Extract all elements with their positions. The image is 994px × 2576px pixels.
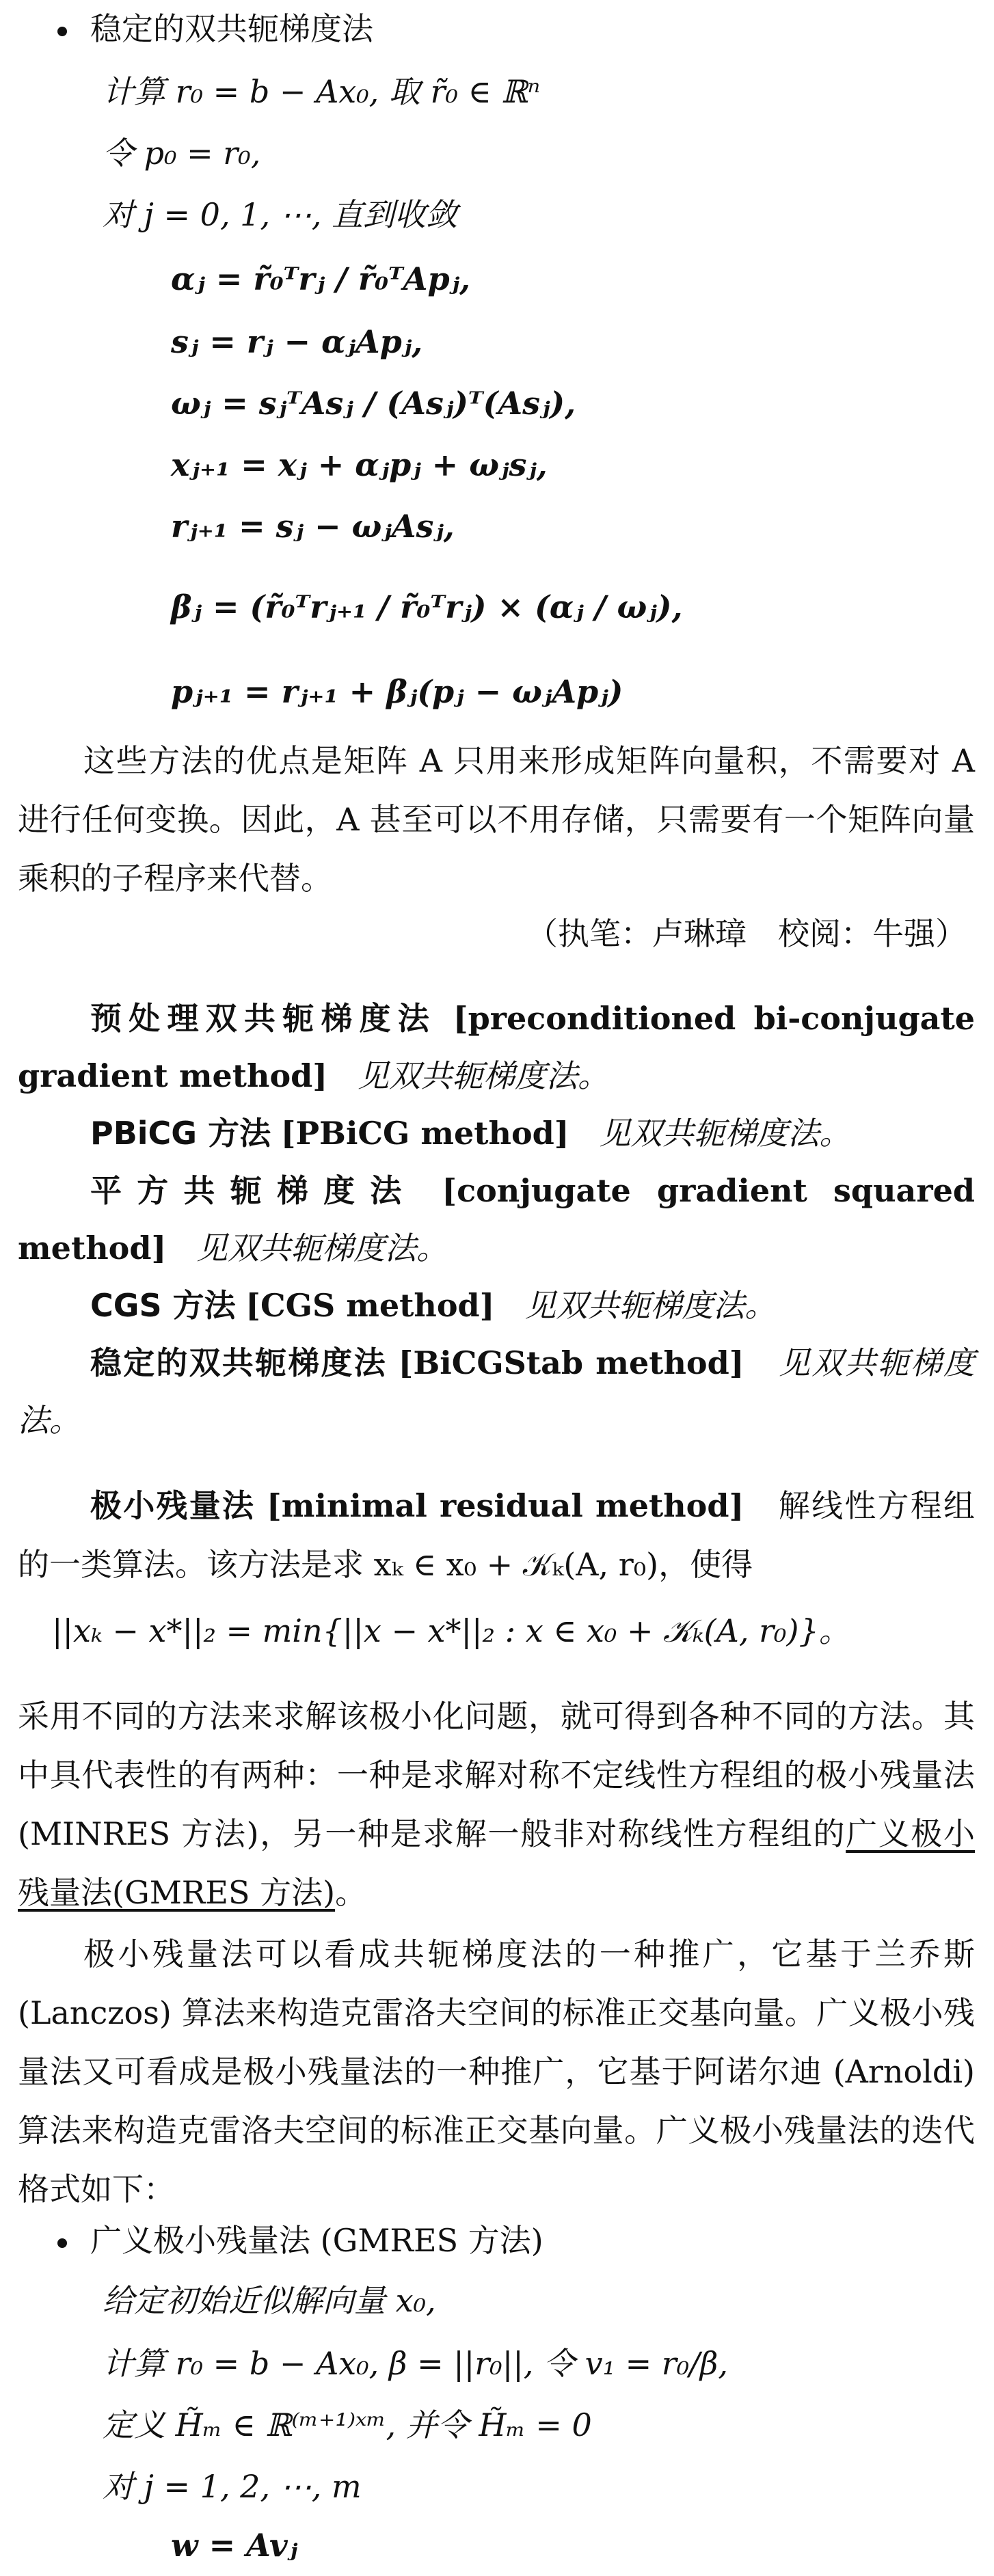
- advantage-paragraph: 这些方法的优点是矩阵 A 只用来形成矩阵向量积，不需要对 A 进行任何变换。因此，A 甚至可以不用存储，只需要有一个矩阵向量乘积的子程序来代替。: [18, 742, 975, 897]
- entry-english-term: [conjugate gradient squared method]: [18, 1172, 976, 1266]
- entry-headword: CGS 方法: [90, 1287, 236, 1324]
- algorithm-line: xⱼ₊₁ = xⱼ + αⱼpⱼ + ωⱼsⱼ,: [171, 446, 548, 483]
- entry-headword: 极小残量法: [90, 1487, 256, 1524]
- entry-english-term: [PBiCG method]: [280, 1115, 569, 1152]
- entry-cgs-squared: [18, 1162, 975, 1277]
- algorithm-line: pⱼ₊₁ = rⱼ₊₁ + βⱼ(pⱼ − ωⱼApⱼ): [171, 673, 623, 710]
- entry-bicgstab: [18, 1334, 975, 1449]
- see-reference: 见双共轭梯度法。: [599, 1115, 851, 1152]
- algorithm-line: w = Avⱼ: [171, 2527, 298, 2564]
- algorithm-line: 给定初始近似解向量 x₀,: [103, 2282, 436, 2319]
- entry-headword: 稳定的双共轭梯度法: [90, 1344, 387, 1381]
- algorithm-line: rⱼ₊₁ = sⱼ − ωⱼAsⱼ,: [171, 508, 455, 545]
- minres-paragraph-2: 极小残量法可以看成共轭梯度法的一种推广，它基于兰乔斯 (Lanczos) 算法来构造克雷洛夫空间的标准正交基向量。广义极小残量法又可看成是极小残量法的一种推广，它基于阿诺尔迪 (Arnoldi) 算法来构造克雷洛夫空间的标准正交基向量。广义极小残量法的迭代格式如下：: [18, 1936, 975, 2208]
- author-credit: （执笔：卢琳璋 校阅：牛强）: [526, 915, 967, 952]
- algorithm-title-gmres: 广义极小残量法 (GMRES 方法): [57, 2221, 543, 2261]
- see-reference: 见双共轭梯度法。: [18, 1344, 976, 1439]
- entry-english-term: [BiCGStab method]: [398, 1344, 744, 1381]
- algorithm-line: 定义 H̃ₘ ∈ ℝ⁽ᵐ⁺¹⁾ˣᵐ, 并令 H̃ₘ = 0: [103, 2406, 592, 2443]
- bullet-icon: [57, 2238, 67, 2248]
- entry-english-term: [preconditioned bi-conjugate gradient method]: [18, 1000, 976, 1094]
- minres-paragraph-1: 采用不同的方法来求解该极小化问题，就可得到各种不同的方法。其中具代表性的有两种：一种是求解对称不定线性方程组的极小残量法 (MINRES 方法)，另一种是求解一般非对称线性方程组的广义极小残量法(GMRES 方法)。: [18, 1698, 975, 1911]
- minimization-formula: ||xₖ − x*||₂ = min{||x − x*||₂ : x ∈ x₀ + 𝒦ₖ(A, r₀)}。: [52, 1612, 850, 1649]
- entry-pbicg: [18, 1104, 975, 1162]
- entry-intro: 解线性方程组的一类算法。该方法是求 xₖ ∈ x₀ + 𝒦ₖ(A, r₀)，使得: [18, 1487, 976, 1583]
- entry-english-term: [CGS method]: [245, 1287, 495, 1324]
- algorithm-line: 计算 r₀ = b − Ax₀, 取 r̃₀ ∈ ℝⁿ: [103, 73, 541, 110]
- algorithm-line: βⱼ = (r̃₀ᵀrⱼ₊₁ / r̃₀ᵀrⱼ) × (αⱼ / ωⱼ),: [171, 588, 683, 625]
- algorithm-line: 对 j = 1, 2, ⋯, m: [103, 2468, 362, 2505]
- algorithm-line: sⱼ = rⱼ − αⱼApⱼ,: [171, 323, 423, 360]
- algorithm-title-bicgstab: 稳定的双共轭梯度法: [57, 10, 373, 49]
- algorithm-line: 令 p₀ = r₀,: [103, 135, 261, 172]
- entry-cgs-method: [18, 1277, 975, 1334]
- bullet-icon: [57, 27, 67, 36]
- entry-headword: 平方共轭梯度法: [90, 1172, 417, 1209]
- entry-minres: [18, 1476, 975, 1594]
- entry-english-term: [minimal residual method]: [267, 1487, 744, 1524]
- gmres-abbrev: (GMRES 方法): [112, 1874, 336, 1911]
- gmres-link[interactable]: 广义极小残量法: [18, 1815, 975, 1911]
- see-reference: 见双共轭梯度法。: [196, 1230, 448, 1266]
- algorithm-line: 计算 r₀ = b − Ax₀, β = ||r₀||, 令 v₁ = r₀/β,: [103, 2345, 728, 2382]
- entry-headword: 预处理双共轭梯度法: [90, 1000, 436, 1037]
- algorithm-line: ωⱼ = sⱼᵀAsⱼ / (Asⱼ)ᵀ(Asⱼ),: [171, 385, 576, 422]
- algorithm-line: 对 j = 0, 1, ⋯, 直到收敛: [103, 196, 457, 233]
- entry-headword: PBiCG 方法: [90, 1115, 271, 1152]
- see-reference: 见双共轭梯度法。: [524, 1287, 777, 1324]
- algorithm-line: αⱼ = r̃₀ᵀrⱼ / r̃₀ᵀApⱼ,: [171, 260, 471, 297]
- see-reference: 见双共轭梯度法。: [357, 1057, 609, 1094]
- entry-preconditioned-bicg: [18, 990, 975, 1104]
